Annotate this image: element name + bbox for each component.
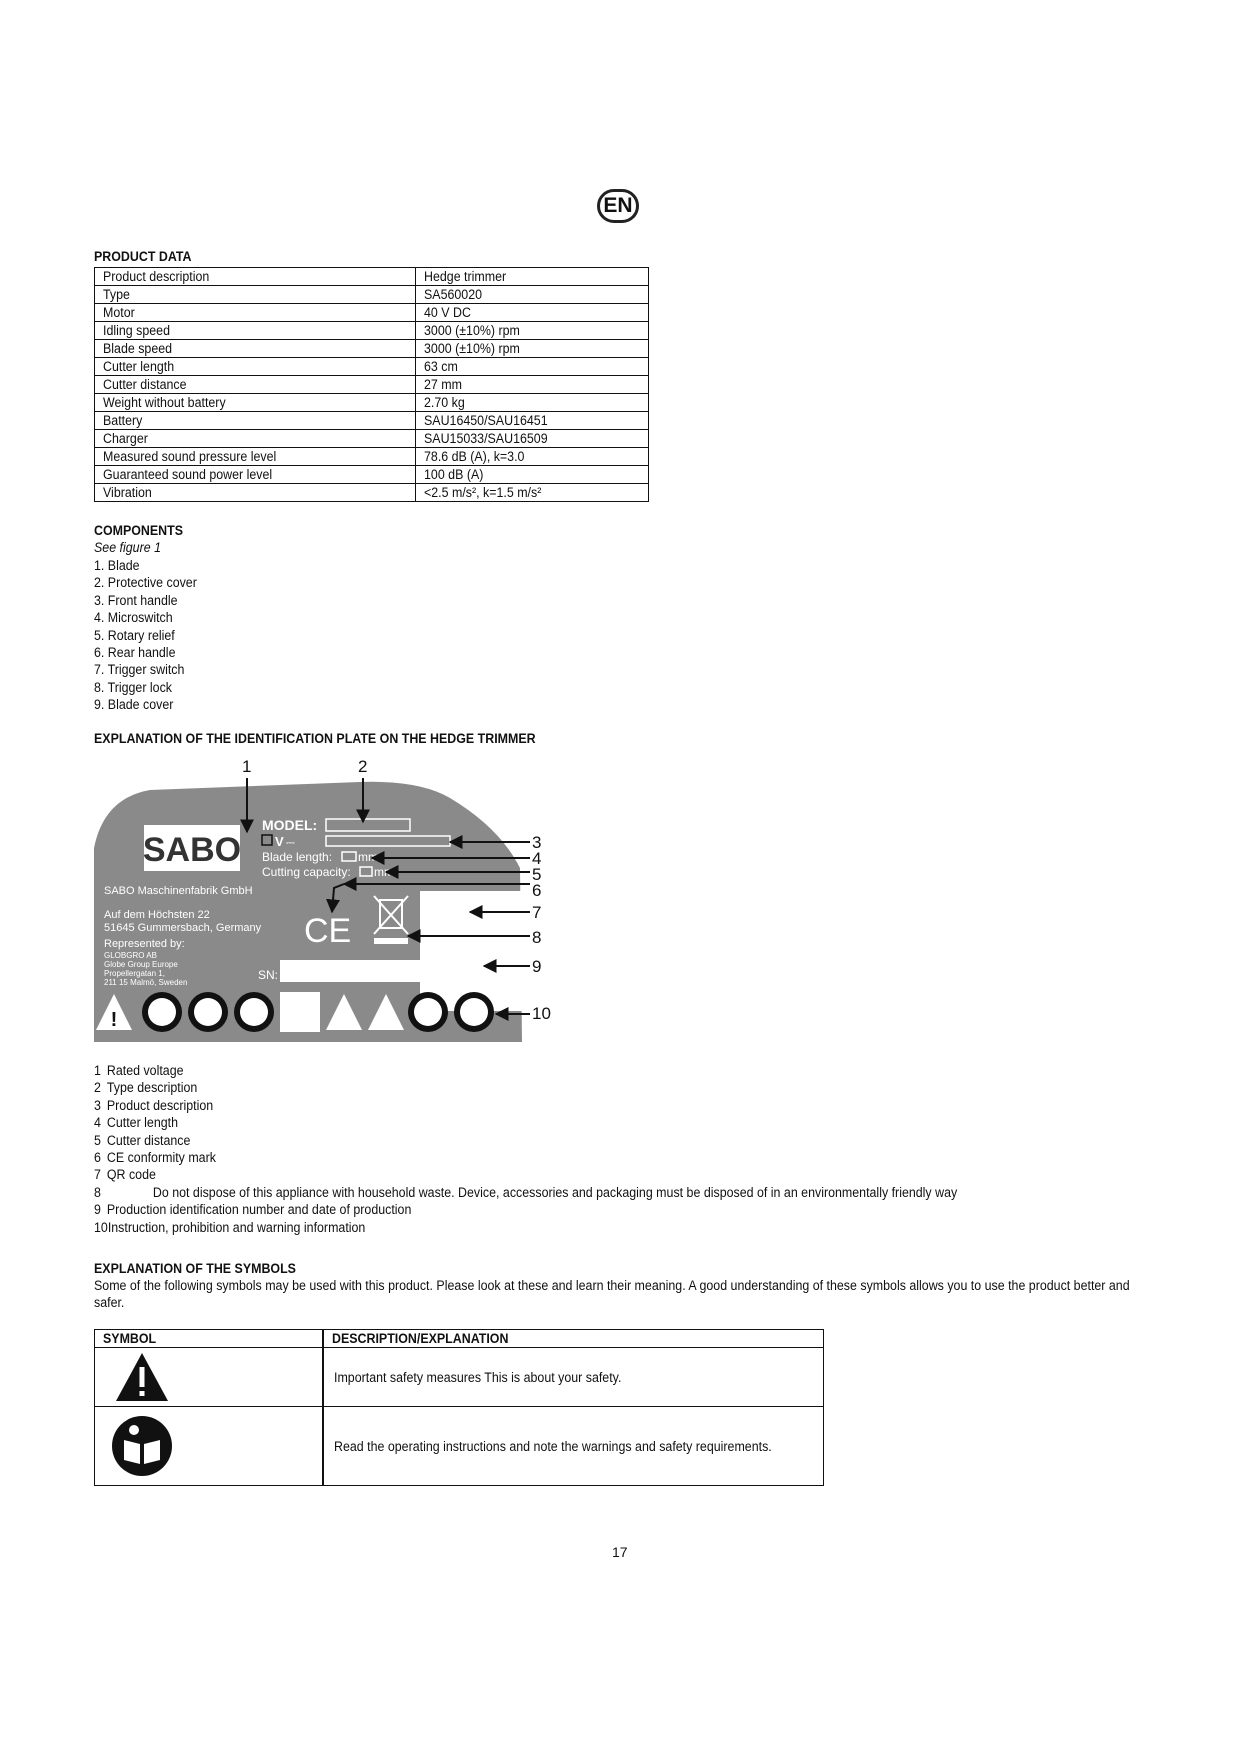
page-number: 17 (612, 1544, 628, 1560)
plate-cutting-capacity-label: Cutting capacity: (262, 865, 351, 879)
svg-text:1: 1 (242, 758, 252, 776)
plate-blade-length-label: Blade length: (262, 850, 333, 864)
product-data-row (95, 412, 649, 430)
dc-symbol-icon: ⎓ (286, 837, 295, 849)
product-data-value: 3000 (±10%) rpm (416, 322, 649, 340)
symbol-description: Important safety measures This is about your safety. (323, 1348, 824, 1407)
warning-triangle-icon (112, 1349, 172, 1405)
warning-icons-row (96, 992, 494, 1032)
product-data-row (95, 268, 649, 286)
plate-legend-item (94, 1149, 957, 1166)
plate-address2: 51645 Gummersbach, Germany (104, 922, 262, 934)
legend-text: Type description (106, 1080, 198, 1096)
product-data-value: 27 mm (416, 376, 649, 394)
svg-text:Globe Group Europe: Globe Group Europe (104, 960, 178, 969)
legend-text: Do not dispose of this appliance with household waste. Device, accessories and packaging must be disposed of in an environmentally friendly way (152, 1184, 958, 1200)
plate-represented-by: Represented by: (104, 938, 185, 950)
product-data-label: Vibration (95, 484, 416, 502)
product-data-value: 2.70 kg (416, 394, 649, 412)
product-data-label: Cutter length (95, 358, 416, 376)
legend-number: 7 (94, 1167, 101, 1183)
product-data-label: Product description (95, 268, 416, 286)
symbols-table (94, 1329, 824, 1486)
component-item: 7. Trigger switch (94, 662, 185, 678)
product-data-value: SAU16450/SAU16451 (416, 412, 649, 430)
svg-text:mm: mm (374, 865, 394, 879)
product-data-heading: PRODUCT DATA (94, 249, 192, 264)
plate-model-label: MODEL: (262, 817, 318, 833)
product-data-value: 100 dB (A) (416, 466, 649, 484)
product-data-value: Hedge trimmer (416, 268, 649, 286)
product-data-row (95, 340, 649, 358)
legend-text: CE conformity mark (106, 1150, 216, 1166)
symbols-intro-line1: Some of the following symbols may be used with this product. Please look at these and learn their meaning. A good understanding of these symbols allows you to use the product better and (94, 1278, 1130, 1293)
plate-legend-item (94, 1062, 957, 1079)
legend-text: Rated voltage (106, 1063, 184, 1078)
product-data-table (94, 267, 649, 502)
svg-text:9: 9 (532, 957, 542, 976)
legend-number: 1 (94, 1063, 101, 1078)
product-data-label: Weight without battery (95, 394, 416, 412)
svg-text:5: 5 (532, 865, 542, 884)
product-data-label: Battery (95, 412, 416, 430)
read-manual-icon (110, 1414, 174, 1478)
legend-number: 10 (94, 1219, 108, 1235)
symbols-intro-line2: safer. (94, 1295, 125, 1310)
component-item: 5. Rotary relief (94, 627, 175, 643)
plate-legend-item (94, 1201, 957, 1218)
plate-legend-item (94, 1132, 957, 1149)
plate-legend-item (94, 1184, 957, 1201)
symbol-cell (95, 1407, 324, 1486)
components-heading: COMPONENTS (94, 523, 184, 538)
description-column-header: DESCRIPTION/EXPLANATION (323, 1330, 824, 1348)
product-data-value: 3000 (±10%) rpm (416, 340, 649, 358)
svg-text:3: 3 (532, 833, 542, 852)
legend-number: 8 (94, 1184, 101, 1200)
legend-text: Cutter length (106, 1115, 178, 1131)
legend-text: QR code (106, 1167, 156, 1183)
product-data-row (95, 448, 649, 466)
svg-text:211 15 Malmö, Sweden: 211 15 Malmö, Sweden (104, 978, 188, 987)
component-item: 8. Trigger lock (94, 679, 173, 695)
identification-plate-figure (90, 758, 570, 1048)
product-data-row (95, 484, 649, 502)
plate-address1: Auf dem Höchsten 22 (104, 909, 210, 921)
product-data-value: 78.6 dB (A), k=3.0 (416, 448, 649, 466)
product-data-label: Idling speed (95, 322, 416, 340)
product-data-value: <2.5 m/s², k=1.5 m/s² (416, 484, 649, 502)
ce-mark-icon: CE (304, 912, 352, 950)
symbol-description: Read the operating instructions and note the warnings and safety requirements. (323, 1407, 824, 1486)
svg-text:mm: mm (358, 850, 378, 864)
plate-sn-label: SN: (258, 968, 279, 982)
product-data-row (95, 430, 649, 448)
product-data-value: 40 V DC (416, 304, 649, 322)
legend-number: 5 (94, 1132, 101, 1148)
component-item: 6. Rear handle (94, 645, 176, 661)
legend-number: 2 (94, 1080, 101, 1096)
see-figure-note: See figure 1 (94, 540, 161, 555)
plate-legend-item (94, 1079, 957, 1096)
legend-number: 6 (94, 1150, 101, 1166)
svg-text:10: 10 (532, 1004, 551, 1023)
product-data-row (95, 286, 649, 304)
svg-text:6: 6 (532, 881, 542, 900)
product-data-label: Measured sound pressure level (95, 448, 416, 466)
component-item: 3. Front handle (94, 592, 178, 608)
product-data-row (95, 376, 649, 394)
svg-text:4: 4 (532, 849, 542, 868)
svg-text:8: 8 (532, 928, 542, 947)
svg-text:Propellergatan 1,: Propellergatan 1, (104, 969, 165, 978)
product-data-row (95, 394, 649, 412)
product-data-row (95, 466, 649, 484)
legend-number: 4 (94, 1115, 101, 1131)
plate-voltage-label: V (275, 834, 284, 849)
product-data-row (95, 322, 649, 340)
plate-legend-item (94, 1166, 957, 1183)
sabo-logo-text: SABO (142, 831, 242, 869)
plate-legend-item (94, 1097, 957, 1114)
symbol-column-header: SYMBOL (95, 1330, 324, 1348)
legend-number: 9 (94, 1202, 101, 1218)
plate-legend-item (94, 1114, 957, 1131)
product-data-row (95, 358, 649, 376)
product-data-value: SA560020 (416, 286, 649, 304)
product-data-label: Guaranteed sound power level (95, 466, 416, 484)
plate-legend-list (94, 1062, 1032, 1236)
plate-company: SABO Maschinenfabrik GmbH (104, 885, 253, 897)
language-badge: EN (597, 189, 639, 223)
legend-text: Instruction, prohibition and warning information (107, 1219, 366, 1235)
legend-text: Cutter distance (106, 1132, 191, 1148)
symbols-heading: EXPLANATION OF THE SYMBOLS (94, 1261, 296, 1276)
component-item: 2. Protective cover (94, 575, 197, 591)
svg-text:2: 2 (358, 758, 368, 776)
svg-text:7: 7 (532, 903, 542, 922)
legend-number: 3 (94, 1097, 101, 1113)
legend-text: Product description (106, 1097, 214, 1113)
svg-text:GLOBGRO AB: GLOBGRO AB (104, 951, 157, 960)
component-item: 9. Blade cover (94, 697, 174, 713)
component-item: 4. Microswitch (94, 610, 173, 626)
product-data-label: Type (95, 286, 416, 304)
product-data-label: Charger (95, 430, 416, 448)
legend-text: Production identification number and date of production (106, 1202, 412, 1218)
component-item: 1. Blade (94, 558, 140, 573)
components-list (94, 557, 206, 714)
svg-text:!: ! (110, 1009, 118, 1031)
product-data-value: SAU15033/SAU16509 (416, 430, 649, 448)
plate-section-heading: EXPLANATION OF THE IDENTIFICATION PLATE ON THE HEDGE TRIMMER (94, 731, 536, 746)
product-data-row (95, 304, 649, 322)
symbol-cell (95, 1348, 324, 1407)
product-data-label: Blade speed (95, 340, 416, 358)
plate-legend-item (94, 1219, 957, 1236)
product-data-value: 63 cm (416, 358, 649, 376)
product-data-label: Motor (95, 304, 416, 322)
product-data-label: Cutter distance (95, 376, 416, 394)
